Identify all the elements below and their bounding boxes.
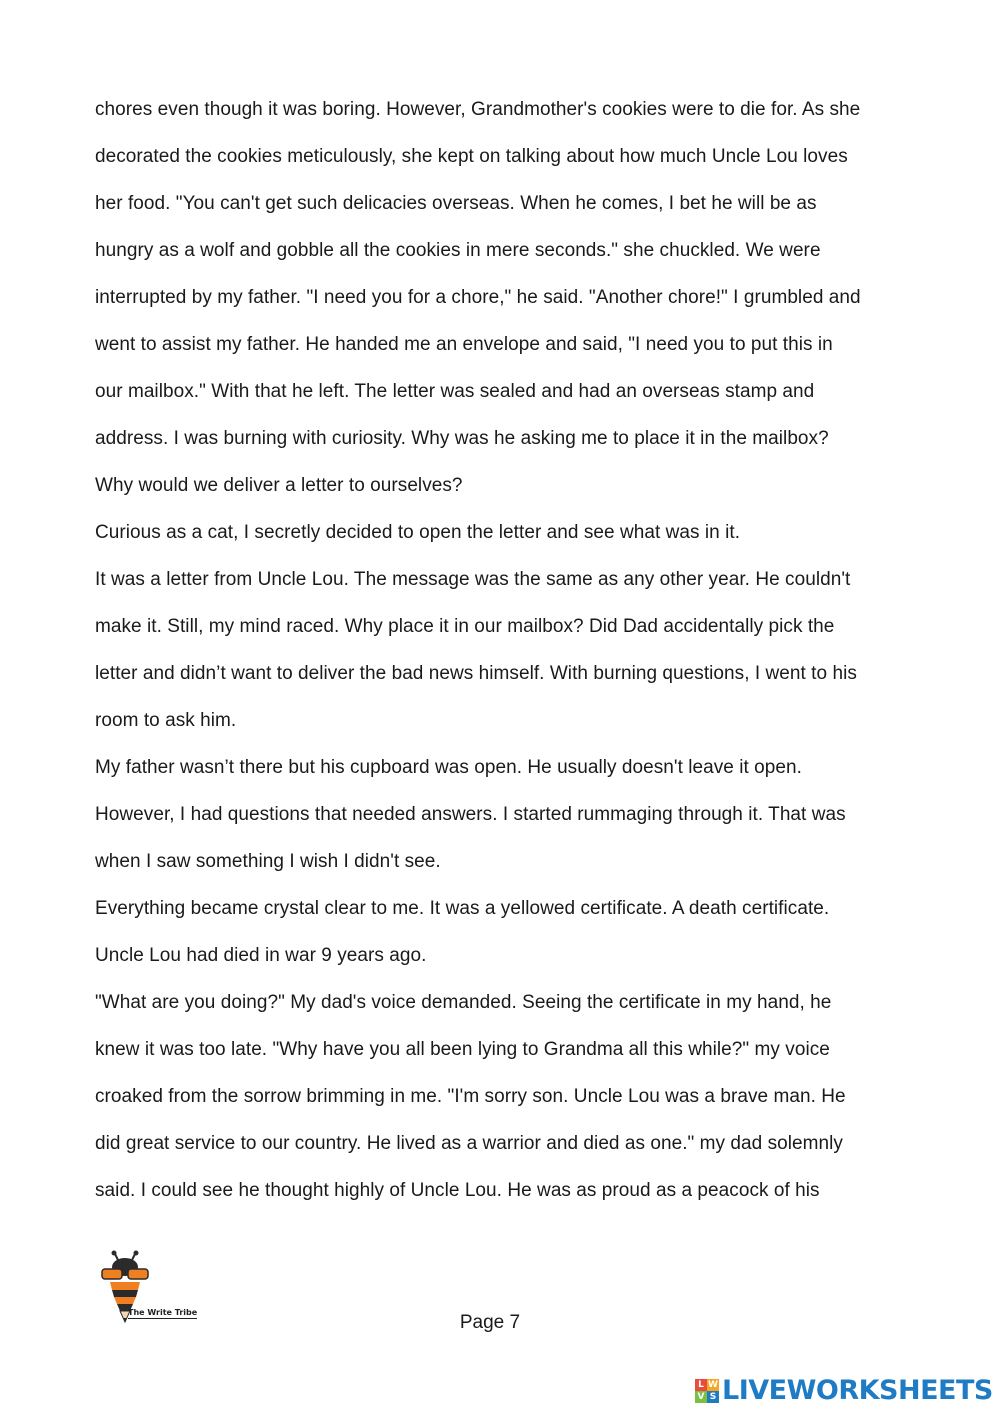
- text-line: our mailbox." With that he left. The letter was sealed and had an overseas stamp and: [95, 381, 815, 402]
- liveworksheets-wordmark: LIVEWORKSHEETS: [722, 1375, 993, 1406]
- text-line: said. I could see he thought highly of Uncle Lou. He was as proud as a peacock of his: [95, 1180, 820, 1201]
- text-line: letter and didn’t want to deliver the bad news himself. With burning questions, I went to his: [95, 663, 857, 684]
- logo-cell-v: V: [695, 1391, 707, 1403]
- text-line: chores even though it was boring. However, Grandmother's cookies were to die for. As she: [95, 99, 861, 120]
- logo-cell-l: L: [695, 1379, 707, 1391]
- text-line: address. I was burning with curiosity. Why was he asking me to place it in the mailbox?: [95, 428, 829, 449]
- text-line: My father wasn’t there but his cupboard was open. He usually doesn't leave it open.: [95, 757, 802, 778]
- text-line: hungry as a wolf and gobble all the cookies in mere seconds." she chuckled. We were: [95, 240, 821, 261]
- liveworksheets-logo-icon: [695, 1379, 719, 1403]
- text-line: Why would we deliver a letter to ourselves?: [95, 475, 463, 496]
- write-tribe-logo: [98, 1250, 210, 1330]
- text-line: her food. "You can't get such delicacies overseas. When he comes, I bet he will be as: [95, 193, 817, 214]
- text-line: knew it was too late. "Why have you all been lying to Grandma all this while?" my voice: [95, 1039, 830, 1060]
- text-line: when I saw something I wish I didn't see.: [95, 851, 441, 872]
- text-line: Everything became crystal clear to me. It was a yellowed certificate. A death certificate.: [95, 898, 830, 919]
- text-line: did great service to our country. He lived as a warrior and died as one." my dad solemnly: [95, 1133, 843, 1154]
- story-text: [95, 88, 915, 1216]
- liveworksheets-brand[interactable]: [695, 1374, 993, 1408]
- text-line: croaked from the sorrow brimming in me. "I'm sorry son. Uncle Lou was a brave man. He: [95, 1086, 846, 1107]
- text-line: interrupted by my father. "I need you for a chore," he said. "Another chore!" I grumbled and: [95, 287, 861, 308]
- text-line: However, I had questions that needed answers. I started rummaging through it. That was: [95, 804, 846, 825]
- text-line: It was a letter from Uncle Lou. The message was the same as any other year. He couldn't: [95, 569, 851, 590]
- text-line: went to assist my father. He handed me an envelope and said, "I need you to put this in: [95, 334, 833, 355]
- page-number: Page 7: [459, 1312, 521, 1333]
- text-line: make it. Still, my mind raced. Why place it in our mailbox? Did Dad accidentally pick the: [95, 616, 835, 637]
- text-line: "What are you doing?" My dad's voice demanded. Seeing the certificate in my hand, he: [95, 992, 832, 1013]
- text-line: Curious as a cat, I secretly decided to open the letter and see what was in it.: [95, 522, 741, 543]
- text-line: decorated the cookies meticulously, she kept on talking about how much Uncle Lou loves: [95, 146, 848, 167]
- logo-cell-w: W: [708, 1380, 718, 1390]
- text-line: room to ask him.: [95, 710, 237, 731]
- text-line: Uncle Lou had died in war 9 years ago.: [95, 945, 427, 966]
- logo-cell-s: S: [707, 1391, 719, 1403]
- logo-text: The Write Tribe: [128, 1308, 198, 1317]
